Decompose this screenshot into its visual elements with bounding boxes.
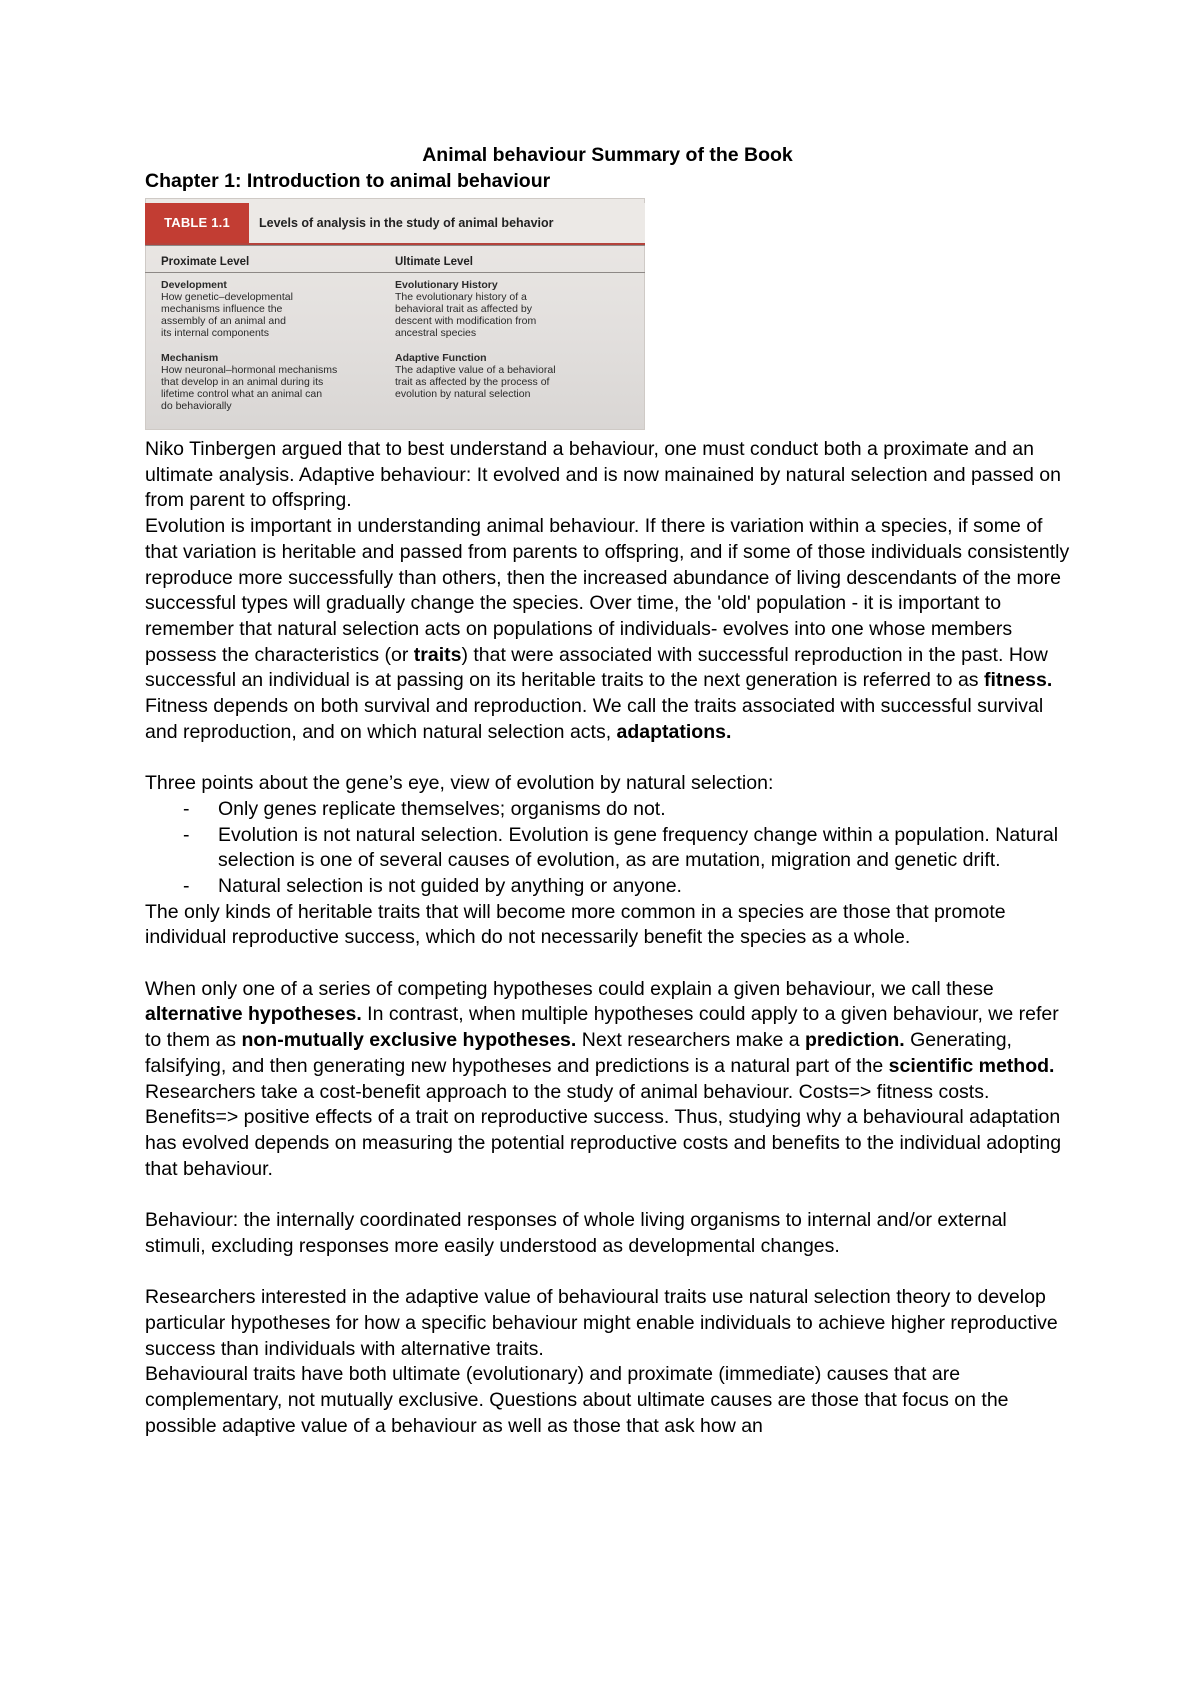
table-number-badge: TABLE 1.1 [145, 203, 249, 243]
gene-eye-points-list [145, 797, 1070, 900]
document-title: Animal behaviour Summary of the Book [422, 144, 793, 166]
paragraph-spacer [145, 951, 1070, 977]
paragraph-tinbergen: Niko Tinbergen argued that to best understand a behaviour, one must conduct both a proximate and an ultimate analysis. Adaptive behaviour: It evolved and is now mainained by natural selection and passed on from parent to offspring. [145, 438, 1061, 512]
levels-of-analysis-table-image [145, 198, 645, 430]
term-non-mutually-exclusive: non-mutually exclusive hypotheses. [241, 1029, 577, 1052]
term-fitness: fitness. [983, 669, 1053, 692]
text-run: In contrast, when multiple hypotheses could apply to a given behaviour, we refer to them as [145, 1003, 1059, 1052]
table-cell-development [161, 279, 386, 339]
paragraph-spacer [145, 1259, 1070, 1285]
table-caption: Levels of analysis in the study of animal behavior [259, 216, 554, 230]
list-bullet: - [183, 823, 190, 846]
table-cell-adaptive-function [395, 352, 635, 400]
paragraph-gene-eye-intro: Three points about the gene’s eye, view of evolution by natural selection: [145, 772, 774, 795]
term-alternative-hypotheses: alternative hypotheses. [145, 1003, 362, 1026]
paragraph-spacer [145, 745, 1070, 771]
text-run: ) that were associated with successful reproduction in the past. How successful an individual is at passing on its heritable traits to the next generation is referred to as [145, 643, 1048, 692]
term-prediction: prediction. [804, 1029, 905, 1052]
column-header-ultimate: Ultimate Level [395, 256, 473, 268]
term-scientific-method: scientific method. [888, 1054, 1055, 1077]
cell-title: Evolutionary History [395, 279, 498, 291]
cell-body: The evolutionary history of a behavioral trait as affected by descent with modification from ancestral species [395, 291, 537, 339]
cell-title: Development [161, 279, 227, 291]
list-item [145, 874, 1070, 900]
list-bullet: - [183, 874, 190, 897]
term-traits: traits [413, 643, 462, 666]
paragraph-evolution [145, 514, 1070, 745]
cell-body: The adaptive value of a behavioral trait as affected by the process of evolution by natural selection [395, 364, 556, 400]
table-cell-mechanism [161, 352, 393, 412]
text-run: Evolution is important in understanding animal behaviour. If there is variation within a species, if some of that variation is heritable and passed from parents to offspring, and if some of those individuals consistently reproduce more successfully than others, then the increased abundance of living descendants of the more successful types will gradually change the species. Over time, the 'old' population - it is important to remember that natural selection acts on populations of individuals- evolves into one whose members possess the characteristics (or [145, 515, 1070, 666]
column-header-proximate: Proximate Level [161, 256, 250, 268]
chapter-heading: Chapter 1: Introduction to animal behaviour [145, 170, 551, 192]
table-divider [145, 272, 645, 273]
table-divider [145, 245, 645, 246]
paragraph-heritable-traits: The only kinds of heritable traits that will become more common in a species are those that promote individual reproductive success, which do not necessarily benefit the species as a whole. [145, 900, 1006, 949]
table-cell-evolutionary-history [395, 279, 635, 339]
text-run: Generating, falsifying, and then generating new hypotheses and predictions is a natural part of the [145, 1029, 1012, 1077]
list-item-text: Only genes replicate themselves; organisms do not. [218, 797, 666, 820]
paragraph-hypotheses [145, 977, 1070, 1183]
list-item [145, 797, 1070, 823]
paragraph-spacer [145, 1182, 1070, 1208]
list-bullet: - [183, 797, 190, 820]
text-run: Researchers take a cost-benefit approach to the study of animal behaviour. Costs=> fitness costs. Benefits=> positive effects of a trait on reproductive success. Thus, studying why a behavioural adaptation has evolved depends on measuring the potential reproductive costs and benefits to the individual adopting that behaviour. [145, 1080, 1062, 1180]
text-run: When only one of a series of competing hypotheses could explain a given behaviour, we call these [145, 977, 994, 1000]
text-run: Next researchers make a [576, 1029, 805, 1052]
paragraph-ultimate-proximate: Behavioural traits have both ultimate (evolutionary) and proximate (immediate) causes that are complementary, not mutually exclusive. Questions about ultimate causes are those that focus on the possible adaptive value of a behaviour as well as those that ask how an [145, 1363, 1009, 1437]
cell-body: How neuronal–hormonal mechanisms that develop in an animal during its lifetime control what an animal can do behaviorally [161, 364, 338, 412]
paragraph-adaptive-value: Researchers interested in the adaptive value of behavioural traits use natural selection theory to develop particular hypotheses for how a specific behaviour might enable individuals to achieve higher reproductive success than individuals with alternative traits. [145, 1286, 1058, 1360]
cell-body: How genetic–developmental mechanisms influence the assembly of an animal and its internal components [161, 291, 293, 339]
document-page [145, 142, 1070, 1439]
cell-title: Adaptive Function [395, 352, 487, 364]
text-run: Fitness depends on both survival and reproduction. We call the traits associated with successful survival and reproduction, and on which natural selection acts, [145, 695, 1044, 743]
paragraph-behaviour-definition: Behaviour: the internally coordinated responses of whole living organisms to internal and/or external stimuli, excluding responses more easily understood as developmental changes. [145, 1209, 1007, 1257]
list-item-text: Natural selection is not guided by anything or anyone. [218, 874, 682, 897]
term-adaptations: adaptations. [616, 720, 732, 743]
list-item-text: Evolution is not natural selection. Evolution is gene frequency change within a population. Natural selection is one of several causes of evolution, as are mutation, migration and genetic drift. [218, 823, 1059, 872]
list-item [145, 823, 1070, 874]
cell-title: Mechanism [161, 352, 219, 364]
